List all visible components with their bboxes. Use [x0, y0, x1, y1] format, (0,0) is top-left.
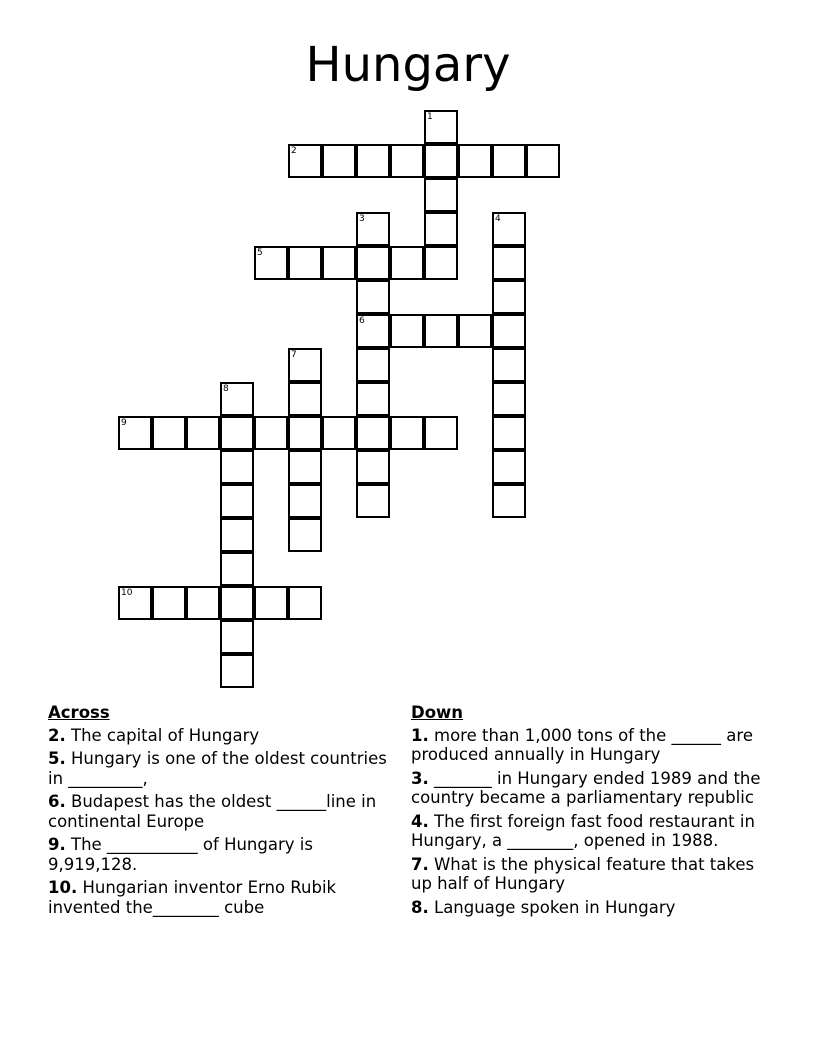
grid-cell[interactable]	[424, 246, 458, 280]
grid-cell[interactable]	[492, 144, 526, 178]
clue-text: _______ in Hungary ended 1989 and the country became a parliamentary republic	[411, 768, 761, 807]
grid-cell[interactable]	[356, 416, 390, 450]
grid-cell[interactable]	[220, 620, 254, 654]
grid-cell[interactable]	[424, 144, 458, 178]
grid-cell[interactable]	[220, 552, 254, 586]
grid-cell[interactable]	[390, 144, 424, 178]
grid-cell[interactable]	[288, 382, 322, 416]
clue-number-label: 5	[257, 248, 263, 258]
grid-cell[interactable]	[288, 450, 322, 484]
grid-cell[interactable]	[254, 586, 288, 620]
clue-number: 1.	[411, 725, 429, 745]
clue-number: 9.	[48, 835, 66, 854]
clue-number-label: 4	[495, 214, 501, 224]
clue-text: The ___________ of Hungary is 9,919,128.	[48, 835, 313, 874]
grid-cell[interactable]	[220, 416, 254, 450]
grid-cell[interactable]	[492, 314, 526, 348]
clue-number: 4.	[411, 811, 429, 831]
grid-cell[interactable]	[220, 382, 254, 416]
grid-cell[interactable]	[322, 144, 356, 178]
clue-number-label: 7	[291, 350, 297, 360]
grid-cell[interactable]	[390, 416, 424, 450]
grid-cell[interactable]	[526, 144, 560, 178]
grid-cell[interactable]	[424, 110, 458, 144]
page-title: Hungary	[305, 37, 511, 93]
across-clues	[48, 703, 388, 921]
grid-cell[interactable]	[424, 416, 458, 450]
clue-number-label: 3	[359, 214, 365, 224]
clue-text: Language spoken in Hungary	[428, 897, 676, 917]
grid-cell[interactable]	[288, 348, 322, 382]
grid-cell[interactable]	[356, 144, 390, 178]
across-heading: Across	[48, 703, 110, 722]
clue-number: 7.	[411, 854, 429, 874]
clue-text: The capital of Hungary	[65, 725, 260, 745]
grid-cell[interactable]	[220, 518, 254, 552]
grid-cell[interactable]	[322, 416, 356, 450]
grid-cell[interactable]	[288, 518, 322, 552]
grid-cell[interactable]	[220, 654, 254, 688]
grid-cell[interactable]	[186, 416, 220, 450]
clue-down-8	[411, 898, 761, 918]
down-heading: Down	[411, 703, 464, 722]
grid-cell[interactable]	[492, 484, 526, 518]
grid-cell[interactable]	[424, 314, 458, 348]
grid-cell[interactable]	[356, 382, 390, 416]
clue-number-label: 6	[359, 316, 365, 326]
grid-cell[interactable]	[390, 314, 424, 348]
grid-cell[interactable]	[220, 586, 254, 620]
grid-cell[interactable]	[220, 484, 254, 518]
grid-cell[interactable]	[424, 178, 458, 212]
grid-cell[interactable]	[152, 416, 186, 450]
grid-cell[interactable]	[390, 246, 424, 280]
clue-number-label: 1	[427, 112, 433, 122]
grid-cell[interactable]	[424, 212, 458, 246]
grid-cell[interactable]	[356, 348, 390, 382]
clue-across-2	[48, 726, 388, 746]
grid-cell[interactable]	[118, 416, 152, 450]
grid-cell[interactable]	[288, 586, 322, 620]
clue-down-1	[411, 726, 761, 765]
clue-down-7	[411, 855, 761, 894]
clue-number: 8.	[411, 897, 429, 917]
grid-cell[interactable]	[492, 416, 526, 450]
grid-cell[interactable]	[288, 246, 322, 280]
grid-cell[interactable]	[288, 416, 322, 450]
grid-cell[interactable]	[492, 450, 526, 484]
grid-cell[interactable]	[356, 450, 390, 484]
clue-down-3	[411, 769, 761, 808]
clue-text: Hungary is one of the oldest countries in _________,	[48, 749, 387, 788]
grid-cell[interactable]	[458, 144, 492, 178]
grid-cell[interactable]	[492, 212, 526, 246]
clue-number-label: 9	[121, 418, 127, 428]
grid-cell[interactable]	[492, 280, 526, 314]
clue-number-label: 8	[223, 384, 229, 394]
clue-text: Hungarian inventor Erno Rubik invented the________ cube	[48, 878, 337, 917]
grid-cell[interactable]	[152, 586, 186, 620]
grid-cell[interactable]	[492, 348, 526, 382]
clue-text: more than 1,000 tons of the ______ are produced annually in Hungary	[411, 725, 753, 764]
clue-across-5	[48, 749, 388, 788]
clue-text: What is the physical feature that takes up half of Hungary	[411, 854, 755, 893]
clue-number: 5.	[48, 749, 66, 768]
down-clues	[411, 703, 761, 921]
grid-cell[interactable]	[220, 450, 254, 484]
grid-cell[interactable]	[356, 314, 390, 348]
grid-cell[interactable]	[458, 314, 492, 348]
grid-cell[interactable]	[356, 212, 390, 246]
clue-number: 6.	[48, 792, 66, 811]
clue-number: 10.	[48, 878, 78, 897]
grid-cell[interactable]	[186, 586, 220, 620]
grid-cell[interactable]	[492, 382, 526, 416]
grid-cell[interactable]	[118, 586, 152, 620]
grid-cell[interactable]	[492, 246, 526, 280]
grid-cell[interactable]	[254, 416, 288, 450]
clue-number: 2.	[48, 725, 66, 745]
clue-across-6	[48, 792, 388, 831]
clue-number-label: 2	[291, 146, 297, 156]
clue-text: Budapest has the oldest ______line in continental Europe	[48, 792, 377, 831]
grid-cell[interactable]	[322, 246, 356, 280]
clue-number-label: 10	[121, 588, 133, 598]
clue-down-4	[411, 812, 761, 851]
grid-cell[interactable]	[356, 246, 390, 280]
grid-cell[interactable]	[356, 280, 390, 314]
clue-across-9	[48, 835, 388, 874]
grid-cell[interactable]	[254, 246, 288, 280]
clue-number: 3.	[411, 768, 429, 788]
grid-cell[interactable]	[288, 484, 322, 518]
grid-cell[interactable]	[356, 484, 390, 518]
grid-cell[interactable]	[288, 144, 322, 178]
clue-text: The first foreign fast food restaurant in Hungary, a ________, opened in 1988.	[411, 811, 755, 850]
clue-across-10	[48, 878, 388, 917]
